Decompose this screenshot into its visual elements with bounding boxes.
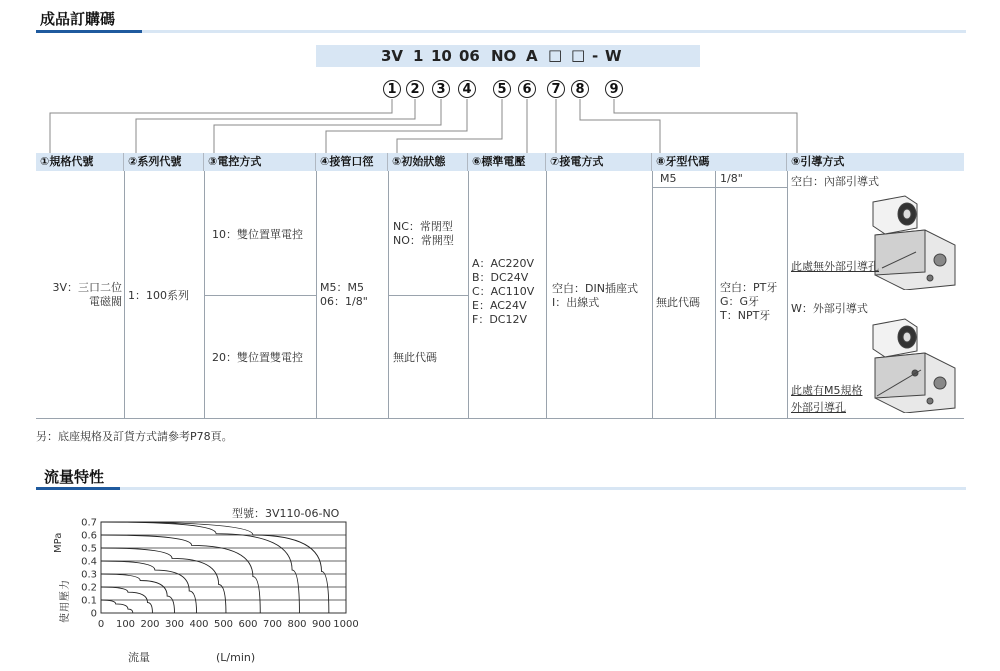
header-control-method: ③電控方式 [204, 153, 316, 171]
row-divider [204, 295, 316, 296]
cell-series: 1：100系列 [128, 289, 189, 302]
y-tick-label: 0.2 [81, 582, 97, 594]
y-tick-label: 0.5 [81, 543, 97, 555]
y-tick-label: 0 [90, 608, 97, 620]
code-part-box2: □ [571, 46, 586, 64]
x-tick-label: 400 [189, 619, 209, 630]
pilot-note-internal: 此處無外部引導孔 [791, 260, 879, 273]
x-tick-label: 100 [115, 619, 136, 630]
col-divider [546, 171, 547, 418]
thread-subheader-divider [652, 187, 787, 188]
header-initial-state: ⑤初始狀態 [388, 153, 468, 171]
code-part-06: 06 [459, 47, 480, 65]
section-underline [36, 487, 120, 490]
x-tick-label: 200 [140, 619, 160, 630]
circle-number-8: 8 [571, 80, 589, 98]
leader-line [880, 250, 920, 270]
x-tick-label: 500 [213, 619, 234, 630]
code-part-dash: - [592, 47, 599, 65]
y-tick-label: 0.4 [81, 556, 97, 568]
chart-x-label: 流量 [128, 651, 150, 664]
cell-thread-none: 無此代碼 [656, 296, 700, 309]
y-tick-label: 0.7 [81, 517, 97, 529]
header-spec-code: ①規格代號 [36, 153, 124, 171]
cell-spec: 3V：三口二位 電磁閥 [52, 281, 122, 308]
col-divider [124, 171, 125, 418]
cell-pilot-internal: 空白：內部引導式 [791, 175, 879, 188]
flow-curve-1 [101, 600, 133, 613]
code-part-1: 1 [413, 47, 424, 65]
pilot-note-external-1: 此處有M5規格 [791, 384, 863, 397]
solenoid-valve-image-external [855, 313, 965, 413]
code-part-no: NO [491, 47, 517, 65]
chart-x-unit: (L/min) [216, 651, 256, 664]
chart-y-unit: MPa [53, 532, 64, 553]
flow-curve-5 [101, 548, 226, 613]
y-tick-label: 0.3 [81, 569, 97, 581]
code-part-3v: 3V [381, 47, 404, 65]
circle-number-3: 3 [432, 80, 450, 98]
col-divider [787, 171, 788, 418]
cell-state-nc-no: NC：常閉型 NO：常開型 [393, 220, 454, 247]
cell-port: M5：M5 06：1/8" [320, 281, 368, 308]
x-tick-label: 600 [238, 619, 258, 630]
table-bottom-border [36, 418, 964, 419]
x-tick-label: 0 [97, 619, 105, 630]
flow-chart [70, 505, 370, 640]
circle-number-1: 1 [383, 80, 401, 98]
cell-control-double: 20：雙位置雙電控 [212, 351, 303, 364]
col-divider [652, 171, 653, 418]
leader-line [875, 368, 925, 398]
header-voltage: ⑥標準電壓 [468, 153, 546, 171]
section-rule [120, 487, 966, 490]
chart-y-label: 使用壓力 [60, 579, 71, 623]
y-tick-label: 0.6 [81, 530, 97, 542]
code-part-w: W [605, 47, 622, 65]
row-divider [388, 295, 468, 296]
x-tick-label: 300 [164, 619, 185, 630]
x-tick-label: 800 [287, 619, 307, 630]
circle-number-7: 7 [547, 80, 565, 98]
circle-number-2: 2 [406, 80, 424, 98]
cell-pilot-external: W：外部引導式 [791, 302, 868, 315]
col-divider [468, 171, 469, 418]
code-part-10: 10 [431, 47, 452, 65]
cell-voltage: A：AC220V B：DC24V C：AC110V E：AC24V F：DC12V [472, 257, 535, 326]
cell-state-none: 無此代碼 [393, 351, 437, 364]
header-thread-code: ⑧牙型代碼 [652, 153, 787, 171]
cell-thread-types: 空白：PT牙 G：G牙 T：NPT牙 [720, 281, 778, 322]
col-divider [316, 171, 317, 418]
solenoid-valve-image-internal [855, 190, 965, 290]
cell-wiring: 空白：DIN插座式 I：出線式 [552, 282, 638, 309]
section-title-flow: 流量特性 [44, 468, 105, 486]
circle-number-5: 5 [493, 80, 511, 98]
cell-control-single: 10：雙位置單電控 [212, 228, 303, 241]
section-title-order-code: 成品訂購碼 [40, 10, 116, 28]
footnote: 另：底座規格及訂貨方式請參考P78頁。 [36, 430, 233, 443]
circle-number-9: 9 [605, 80, 623, 98]
x-tick-label: 700 [262, 619, 283, 630]
y-tick-label: 0.1 [81, 595, 97, 607]
code-part-box1: □ [548, 46, 563, 64]
chart-title: 型號：3V110-06-NO [232, 507, 340, 520]
header-series-code: ②系列代號 [124, 153, 204, 171]
cell-thread-m5: M5 [660, 172, 677, 185]
cell-thread-1-8: 1/8" [720, 172, 743, 185]
connector-lines [0, 0, 1000, 160]
pilot-note-external-2: 外部引導孔 [791, 401, 846, 414]
code-part-a: A [526, 47, 538, 65]
x-tick-label: 1000 [333, 619, 359, 630]
col-divider [715, 171, 716, 418]
circle-number-6: 6 [518, 80, 536, 98]
header-pilot-method: ⑨引導方式 [787, 153, 964, 171]
header-port-size: ④接管口徑 [316, 153, 388, 171]
circle-number-4: 4 [458, 80, 476, 98]
header-wiring: ⑦接電方式 [546, 153, 652, 171]
x-tick-label: 900 [311, 619, 332, 630]
